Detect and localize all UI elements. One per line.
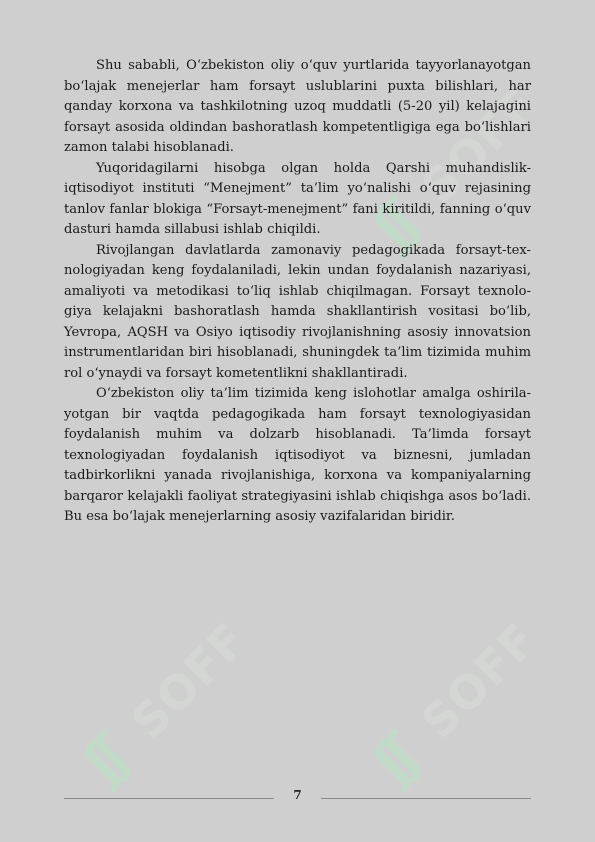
paragraph: Shu sababli, O‘zbekiston oliy o‘quv yurtlarida tayyorlanayotgan bo‘lajak menejerlar ham forsayt uslublarini puxta bilishlari, har qanday korxona va tashkilotning uzoq muddatli (5-20 yil) kelajagini forsayt asosida oldindan bashoratlash kompetentligiga ega bo‘lishlari zamon talabi hisoblanadi. [64, 58, 531, 155]
watermark-text: SOFF [411, 77, 548, 214]
page-footer [64, 786, 531, 810]
paragraph: Yuqoridagilarni hisobga olgan holda Qarshi muhandislik-iqtisodiyot instituti “Menejment” ta’lim yo‘nalishi o‘quv rejasining tanlov fanlar blokiga “Forsayt-menejment” fani kiritildi, fanning o‘quv dasturi hamda sillabusi ishlab chiqildi. [64, 160, 531, 237]
footer-rule-right [321, 798, 531, 799]
watermark-logo-icon [65, 612, 258, 806]
watermark-text: SOFF [121, 612, 258, 749]
watermark-logo-icon [355, 612, 548, 806]
body-text [64, 56, 531, 528]
watermark-glyph: ʃʃ [71, 728, 137, 794]
watermark-text: SOFF [411, 612, 548, 749]
paragraph: O‘zbekiston oliy ta’lim tizimida keng islohotlar amalga oshirila-yotgan bir vaqtda pedagogikada ham forsayt texnologiyasidan foydalanish muhim va dolzarb hisoblanadi. Ta’limda forsayt texnologiyadan foydalanish iqtisodiyot va biznesni, jumladan tadbirkorlikni yanada rivojlanishiga, korxona va kompaniyalarning barqaror kelajakli faoliyat strategiyasini ishlab chiqishga asos bo‘ladi. Bu esa bo‘lajak menejerlarning asosiy vazifalaridan biridir. [64, 386, 531, 524]
paragraph: Rivojlangan davlatlarda zamonaviy pedagogikada forsayt-tex-nologiyadan keng foydalaniladi, lekin undan foydalanish nazariyasi, amaliyoti va metodikasi to‘liq ishlab chiqilmagan. Forsayt texnolo-giya kelajakni bashoratlash hamda shakllantirish vositasi bo‘lib, Yevropa, AQSH va Osiyo iqtisodiy rivojlanishning asosiy innovatsion instrumentlaridan biri hisoblanadi, shuningdek ta’lim tizimida muhim rol o‘ynaydi va forsayt kometentlikni shakllantiradi. [64, 242, 531, 381]
page-number: 7 [293, 788, 302, 802]
watermark-glyph: ʃʃ [361, 728, 427, 794]
watermark-glyph: ʃʃ [361, 193, 427, 259]
